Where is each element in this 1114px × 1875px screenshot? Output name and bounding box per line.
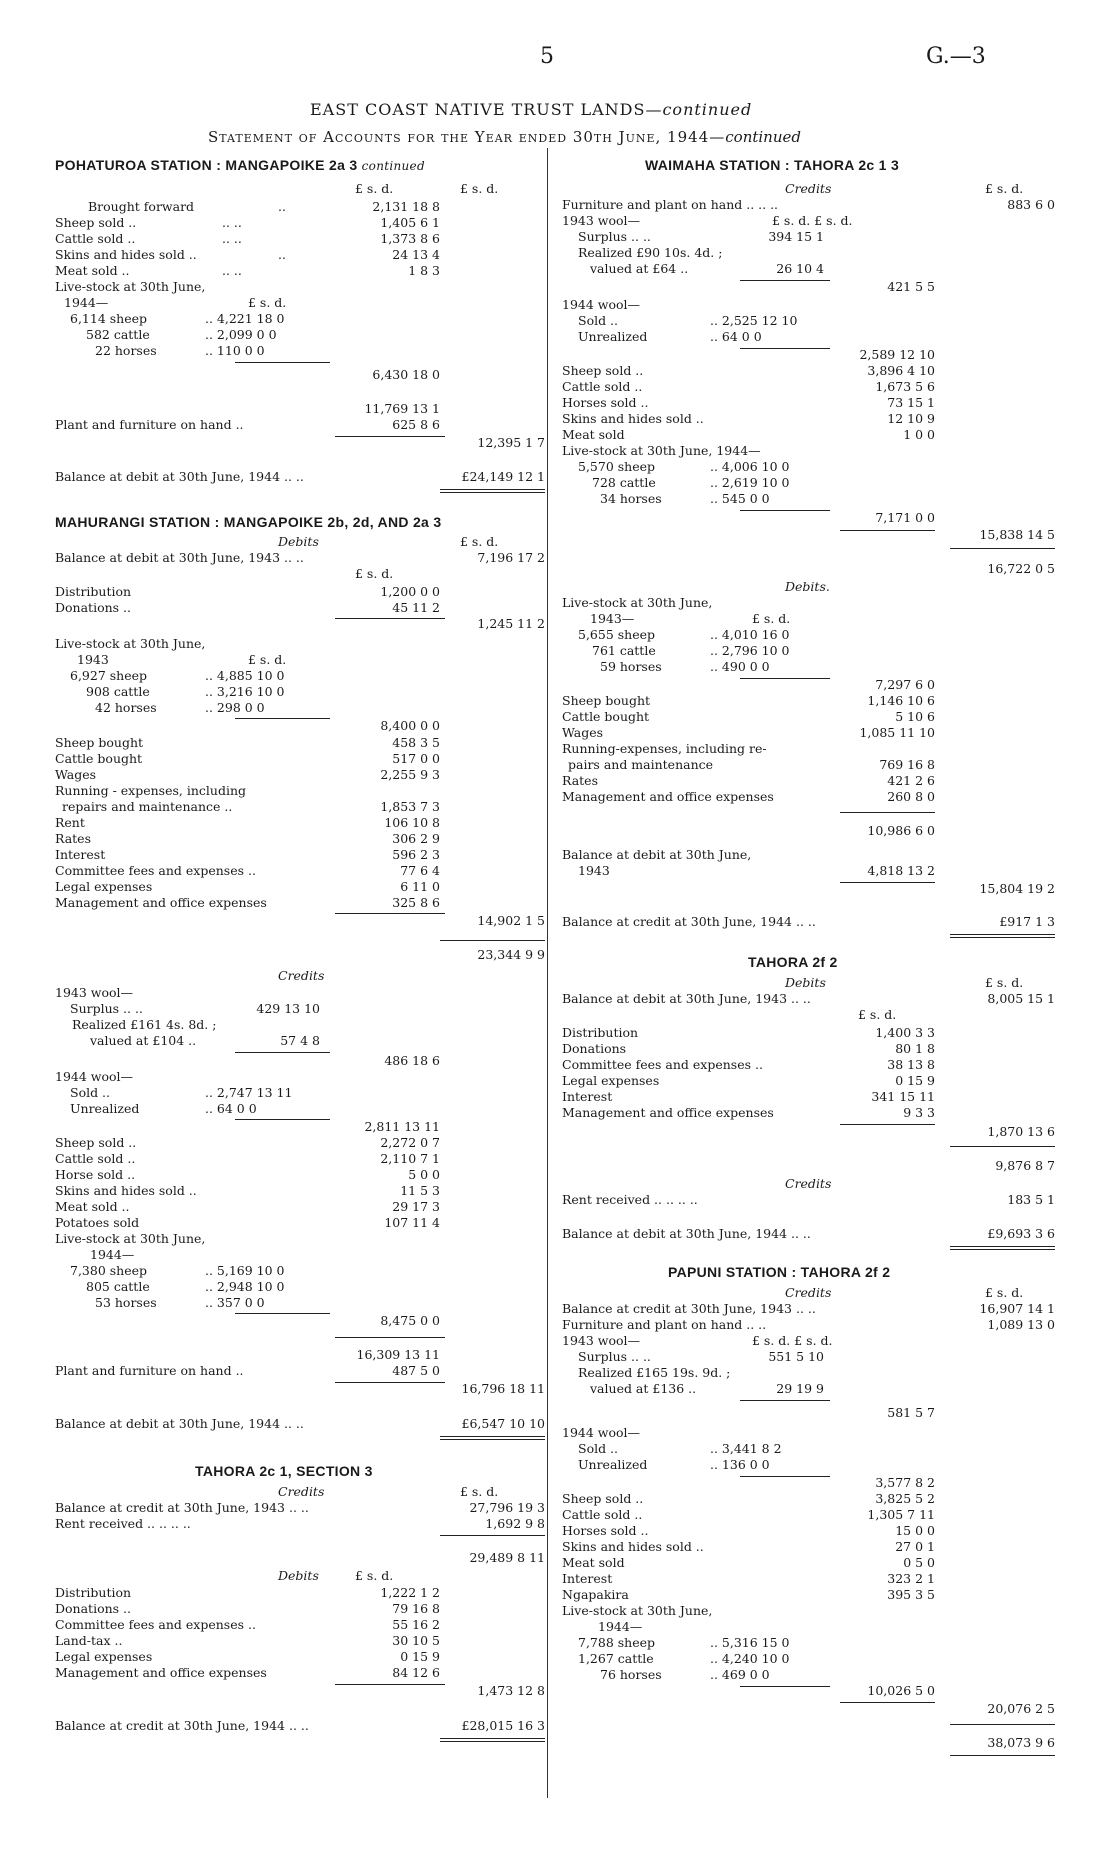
livestock-value: .. 357 0 0 [205, 1295, 265, 1310]
expense-value: 517 0 0 [392, 751, 440, 766]
expense-label: Rates [55, 831, 91, 846]
sale-value: 2,110 7 1 [380, 1151, 440, 1166]
debit-value: 0 15 9 [895, 1073, 935, 1088]
sold-label: Sold .. [578, 1441, 619, 1456]
expense-value: 421 2 6 [887, 773, 935, 788]
wool43-total: 486 18 6 [384, 1053, 440, 1068]
bal-label: Balance at debit at 30th June, 1943 .. .. [562, 991, 811, 1006]
tahora2c1-balance-label: Balance at credit at 30th June, 1944 .. .. [55, 1718, 309, 1733]
brought-forward-label: Brought forward [88, 199, 195, 214]
row-label: Skins and hides sold .. [55, 247, 197, 262]
sale-label: Horses sold .. [562, 395, 649, 410]
row-dots: .. .. [222, 231, 242, 246]
wool44-total: 2,811 13 11 [364, 1119, 440, 1134]
expense-value: 1,853 7 3 [380, 799, 440, 814]
sale-value: 29 17 3 [392, 1199, 440, 1214]
debit-label: Management and office expenses [562, 1105, 774, 1120]
expense-value: 6 11 0 [400, 879, 440, 894]
sale-value: 3,825 5 2 [875, 1491, 935, 1506]
livestock-value: .. 545 0 0 [710, 491, 770, 506]
sale-label: Ngapakira [562, 1587, 629, 1602]
dls-col-hdr: £ s. d. [752, 611, 791, 626]
debit-value: 79 16 8 [392, 1601, 440, 1616]
subtitle-main: Statement of Accounts for the Year ended 30th June, 1944— [208, 128, 726, 146]
plant-value: 487 5 0 [392, 1363, 440, 1378]
expense-value: 458 3 5 [392, 735, 440, 750]
sale-label: Meat sold [562, 427, 625, 442]
expense-total: 14,902 1 5 [477, 913, 545, 928]
pohaturoa-continued: continued [361, 159, 425, 173]
expense-label: Legal expenses [55, 879, 153, 894]
dd-total: 1,245 11 2 [477, 616, 545, 631]
livestock-year: 1944— [598, 1619, 643, 1634]
plant-label: Plant and furniture on hand .. [55, 417, 244, 432]
column-divider [547, 148, 548, 1798]
row-amount: 1,405 6 1 [380, 215, 440, 230]
dls-total: 7,297 6 0 [875, 677, 935, 692]
livestock44-year: 1944— [90, 1247, 135, 1262]
credits-label: Credits [785, 1176, 832, 1191]
sale-label: Cattle sold .. [562, 379, 643, 394]
row-dots: .. .. [222, 263, 242, 278]
balance-prev-label: Balance at debit at 30th June, 1943 .. .. [55, 550, 304, 565]
page-number: 5 [540, 44, 554, 69]
livestock-item: 7,788 sheep [578, 1635, 656, 1650]
row-dots: .. [278, 247, 286, 262]
livestock-item: 761 cattle [592, 643, 656, 658]
credits-label: Credits [278, 1484, 325, 1499]
sale-value: 5 0 0 [408, 1167, 440, 1182]
debit-label: Distribution [55, 1585, 132, 1600]
plant-label: Plant and furniture on hand .. [55, 1363, 244, 1378]
sale-value: 73 15 1 [887, 395, 935, 410]
sale-label: Cattle sold .. [562, 1507, 643, 1522]
debit-value: 38 13 8 [887, 1057, 935, 1072]
debit-label: Committee fees and expenses .. [55, 1617, 256, 1632]
debit-label: Distribution [562, 1025, 639, 1040]
debit-value: 30 10 5 [392, 1633, 440, 1648]
plant-value: 625 8 6 [392, 417, 440, 432]
distribution-label: Distribution [55, 584, 132, 599]
expense-label: pairs and maintenance [568, 757, 714, 772]
livestock-item: 22 horses [95, 343, 157, 358]
balance-prev-value: 7,196 17 2 [477, 550, 545, 565]
debit-value: 1,400 3 3 [875, 1025, 935, 1040]
expense-label: Wages [562, 725, 604, 740]
livestock-total: 6,430 18 0 [372, 367, 440, 382]
debit-label: Management and office expenses [55, 1665, 267, 1680]
sale-value: 1,673 5 6 [875, 379, 935, 394]
donations-label: Donations .. [55, 600, 131, 615]
expense-label: Wages [55, 767, 97, 782]
sale-label: Potatoes sold [55, 1215, 140, 1230]
expense-value: 306 2 9 [392, 831, 440, 846]
livestock-value: .. 4,885 10 0 [205, 668, 285, 683]
livestock-item: 6,114 sheep [70, 311, 148, 326]
livestock-total: 10,026 5 0 [867, 1683, 935, 1698]
livestock-item: 908 cattle [86, 684, 150, 699]
realized-label: Realized £165 19s. 9d. ; [578, 1365, 731, 1380]
expense-value: 325 8 6 [392, 895, 440, 910]
expense-value: 77 6 4 [400, 863, 440, 878]
sold-value: .. 3,441 8 2 [710, 1441, 782, 1456]
sale-value: 0 5 0 [903, 1555, 935, 1570]
sale-label: Meat sold .. [55, 1199, 130, 1214]
page-title-continued: continued [662, 100, 753, 119]
furniture-label: Furniture and plant on hand .. .. [562, 1317, 767, 1332]
livestock-value: .. 2,796 10 0 [710, 643, 790, 658]
expense-label: Running-expenses, including re- [562, 741, 767, 756]
valued-value: 57 4 8 [280, 1033, 320, 1048]
expense-value: 2,255 9 3 [380, 767, 440, 782]
row-label: Sheep sold .. [55, 215, 137, 230]
sale-value: 107 11 4 [384, 1215, 440, 1230]
livestock-value: .. 110 0 0 [205, 343, 265, 358]
expense-value: 5 10 6 [895, 709, 935, 724]
debit-value: 341 15 11 [871, 1089, 935, 1104]
bal-value: 16,907 14 1 [979, 1301, 1055, 1316]
sale-value: 2,272 0 7 [380, 1135, 440, 1150]
papuni-heading: PAPUNI STATION : TAHORA 2f 2 [668, 1264, 891, 1280]
wool43-total: 421 5 5 [887, 279, 935, 294]
mahurangi-grand: 23,344 9 9 [477, 947, 545, 962]
credit-total: 29,489 8 11 [469, 1550, 545, 1565]
debit-value: 84 12 6 [392, 1665, 440, 1680]
livestock-value: .. 5,169 10 0 [205, 1263, 285, 1278]
livestock-item: 53 horses [95, 1295, 157, 1310]
pohaturoa-col-hdr-2: £ s. d. [460, 181, 499, 196]
wool-col-hdr: £ s. d. £ s. d. [772, 213, 853, 228]
pohaturoa-balance-value: £24,149 12 1 [461, 469, 545, 484]
wool43-total: 581 5 7 [887, 1405, 935, 1420]
wool43-label: 1943 wool— [562, 1333, 641, 1348]
wool43-label: 1943 wool— [55, 985, 134, 1000]
credits-label: Credits [785, 1285, 832, 1300]
wool43-label: 1943 wool— [562, 213, 641, 228]
furniture-label: Furniture and plant on hand .. .. .. [562, 197, 779, 212]
rent-label: Rent received .. .. .. .. [562, 1192, 698, 1207]
surplus-value: 551 5 10 [768, 1349, 824, 1364]
bal43-label: Balance at debit at 30th June, [562, 847, 752, 862]
livestock-item: 5,570 sheep [578, 459, 656, 474]
dls-label: Live-stock at 30th June, [562, 595, 713, 610]
sale-label: Skins and hides sold .. [55, 1183, 197, 1198]
credit-total: 16,722 0 5 [987, 561, 1055, 576]
expense-label: Interest [55, 847, 106, 862]
surplus-label: Surplus .. .. [578, 229, 651, 244]
debit-label: Donations [562, 1041, 627, 1056]
donations-value: 45 11 2 [392, 600, 440, 615]
wool44-label: 1944 wool— [562, 1425, 641, 1440]
debits-label: Debits [278, 1568, 319, 1583]
unrealized-value: .. 64 0 0 [710, 329, 762, 344]
debit-value: 80 1 8 [895, 1041, 935, 1056]
sale-value: 395 3 5 [887, 1587, 935, 1602]
tahora2f2-heading: TAHORA 2f 2 [748, 954, 838, 970]
sold-label: Sold .. [70, 1085, 111, 1100]
mahurangi-balance-value: £6,547 10 10 [461, 1416, 545, 1431]
col-hdr: £ s. d. [985, 1285, 1024, 1300]
expense-label: Rates [562, 773, 598, 788]
sale-value: 27 0 1 [895, 1539, 935, 1554]
livestock-label: Live-stock at 30th June, 1944— [562, 443, 761, 458]
expense-label: Sheep bought [562, 693, 651, 708]
rent-value: 1,692 9 8 [485, 1516, 545, 1531]
realized-label: Realized £90 10s. 4d. ; [578, 245, 723, 260]
sale-label: Horse sold .. [55, 1167, 136, 1182]
debit-label: Legal expenses [55, 1649, 153, 1664]
bal-value: 27,796 19 3 [469, 1500, 545, 1515]
livestock-total: 7,171 0 0 [875, 510, 935, 525]
debits-label: Debits [278, 534, 319, 549]
livestock-year: 1943 [77, 652, 109, 667]
credit-sub: 15,838 14 5 [979, 527, 1055, 542]
expense-value: 596 2 3 [392, 847, 440, 862]
surplus-value: 429 13 10 [256, 1001, 320, 1016]
sale-value: 11 5 3 [400, 1183, 440, 1198]
surplus-label: Surplus .. .. [578, 1349, 651, 1364]
expense-label: Cattle bought [55, 751, 143, 766]
livestock-value: .. 3,216 10 0 [205, 684, 285, 699]
col-hdr: £ s. d. [460, 534, 499, 549]
livestock-label: Live-stock at 30th June, [55, 636, 206, 651]
expense-label: Cattle bought [562, 709, 650, 724]
waimaha-balance-value: £917 1 3 [999, 914, 1055, 929]
debit-value: 55 16 2 [392, 1617, 440, 1632]
exp-sub: 10,986 6 0 [867, 823, 935, 838]
col-hdr: £ s. d. [985, 975, 1024, 990]
tahora2c1-balance-value: £28,015 16 3 [461, 1718, 545, 1733]
wool44-label: 1944 wool— [562, 297, 641, 312]
livestock-value: .. 469 0 0 [710, 1667, 770, 1682]
col-hdr: £ s. d. [985, 181, 1024, 196]
expense-label: Running - expenses, including [55, 783, 247, 798]
livestock-item: 1,267 cattle [578, 1651, 654, 1666]
statement-subtitle [208, 128, 801, 146]
sale-label: Cattle sold .. [55, 1151, 136, 1166]
sale-label: Skins and hides sold .. [562, 1539, 704, 1554]
credits-label: Credits [278, 968, 325, 983]
sale-label: Meat sold [562, 1555, 625, 1570]
debit-label: Donations .. [55, 1601, 131, 1616]
bal-label: Balance at credit at 30th June, 1943 .. .. [562, 1301, 816, 1316]
sale-label: Skins and hides sold .. [562, 411, 704, 426]
debit-label: Land-tax .. [55, 1633, 123, 1648]
sale-label: Interest [562, 1571, 613, 1586]
bal43-year: 1943 [578, 863, 610, 878]
expense-label: Rent [55, 815, 85, 830]
mahurangi-total: 16,796 18 11 [461, 1381, 545, 1396]
livestock44-total: 8,475 0 0 [380, 1313, 440, 1328]
sale-label: Sheep sold .. [562, 363, 644, 378]
livestock-value: .. 2,619 10 0 [710, 475, 790, 490]
realized-label: Realized £161 4s. 8d. ; [72, 1017, 217, 1032]
livestock-value: .. 4,240 10 0 [710, 1651, 790, 1666]
row-dots: .. [278, 199, 286, 214]
unrealized-label: Unrealized [70, 1101, 140, 1116]
dls-year: 1943— [590, 611, 635, 626]
expense-value: 106 10 8 [384, 815, 440, 830]
expense-label: Committee fees and expenses .. [55, 863, 256, 878]
livestock-item: 76 horses [600, 1667, 662, 1682]
debit-label: Interest [562, 1089, 613, 1104]
waimaha-balance-label: Balance at credit at 30th June, 1944 .. .. [562, 914, 816, 929]
row-amount: 24 13 4 [392, 247, 440, 262]
credit-total: 38,073 9 6 [987, 1735, 1055, 1750]
livestock-item: 42 horses [95, 700, 157, 715]
row-amount: 2,131 18 8 [372, 199, 440, 214]
livestock-item: 59 horses [600, 659, 662, 674]
expense-label: Management and office expenses [562, 789, 774, 804]
col-hdr: £ s. d. [355, 1568, 394, 1583]
sale-value: 1,305 7 11 [867, 1507, 935, 1522]
debits-label: Debits. [785, 579, 830, 594]
livestock-value: .. 2,099 0 0 [205, 327, 277, 342]
mahurangi-sub: 16,309 13 11 [356, 1347, 440, 1362]
livestock-item: 805 cattle [86, 1279, 150, 1294]
tahora2f2-balance-value: £9,693 3 6 [987, 1226, 1055, 1241]
livestock-year: 1944— [64, 295, 109, 310]
row-amount: 1 8 3 [408, 263, 440, 278]
debits-label: Debits [785, 975, 826, 990]
livestock-value: .. 298 0 0 [205, 700, 265, 715]
expense-label: Management and office expenses [55, 895, 267, 910]
mahurangi-heading: MAHURANGI STATION : MANGAPOIKE 2b, 2d, AND 2a 3 [55, 514, 442, 530]
livestock-item: 728 cattle [592, 475, 656, 490]
debit-label: Legal expenses [562, 1073, 660, 1088]
tahora2c1-heading: TAHORA 2c 1, SECTION 3 [195, 1463, 373, 1479]
unrealized-value: .. 136 0 0 [710, 1457, 770, 1472]
debit-total: 15,804 19 2 [979, 881, 1055, 896]
livestock-value: .. 4,010 16 0 [710, 627, 790, 642]
sale-label: Horses sold .. [562, 1523, 649, 1538]
surplus-label: Surplus .. .. [70, 1001, 143, 1016]
debit-total: 1,473 12 8 [477, 1683, 545, 1698]
livestock-item: 582 cattle [86, 327, 150, 342]
pohaturoa-total: 12,395 1 7 [477, 435, 545, 450]
col-hdr: £ s. d. [355, 566, 394, 581]
wool44-label: 1944 wool— [55, 1069, 134, 1084]
livestock-value: .. 5,316 15 0 [710, 1635, 790, 1650]
tahora2f2-balance-label: Balance at debit at 30th June, 1944 .. .. [562, 1226, 811, 1241]
valued-label: valued at £64 .. [590, 261, 689, 276]
expense-value: 1,146 10 6 [867, 693, 935, 708]
unrealized-value: .. 64 0 0 [205, 1101, 257, 1116]
sale-label: Sheep sold .. [55, 1135, 137, 1150]
livestock-item: 5,655 sheep [578, 627, 656, 642]
debit-value: 0 15 9 [400, 1649, 440, 1664]
livestock-value: .. 4,006 10 0 [710, 459, 790, 474]
waimaha-heading: WAIMAHA STATION : TAHORA 2c 1 3 [645, 157, 900, 173]
pohaturoa-col-hdr-1: £ s. d. [355, 181, 394, 196]
debit-value: 9 3 3 [903, 1105, 935, 1120]
pohaturoa-balance-label: Balance at debit at 30th June, 1944 .. .. [55, 469, 304, 484]
sold-value: .. 2,525 12 10 [710, 313, 798, 328]
expense-label: repairs and maintenance .. [62, 799, 233, 814]
wool44-total: 2,589 12 10 [859, 347, 935, 362]
livestock-value: .. 490 0 0 [710, 659, 770, 674]
livestock-label: Live-stock at 30th June, [562, 1603, 713, 1618]
credit-sub: 20,076 2 5 [987, 1701, 1055, 1716]
col-hdr: £ s. d. [858, 1007, 897, 1022]
sold-value: .. 2,747 13 11 [205, 1085, 293, 1100]
expense-value: 1,085 11 10 [859, 725, 935, 740]
furniture-value: 883 6 0 [1007, 197, 1055, 212]
row-dots: .. .. [222, 215, 242, 230]
report-reference: G.—3 [926, 44, 986, 69]
valued-value: 26 10 4 [776, 261, 824, 276]
livestock-col-hdr: £ s. d. [248, 295, 287, 310]
sold-label: Sold .. [578, 313, 619, 328]
valued-value: 29 19 9 [776, 1381, 824, 1396]
livestock-value: .. 2,948 10 0 [205, 1279, 285, 1294]
sale-value: 15 0 0 [895, 1523, 935, 1538]
pohaturoa-heading-text: POHATUROA STATION : MANGAPOIKE 2a 3 [55, 157, 358, 173]
livestock-label: Live-stock at 30th June, [55, 279, 206, 294]
rent-value: 183 5 1 [1007, 1192, 1055, 1207]
unrealized-label: Unrealized [578, 1457, 648, 1472]
valued-label: valued at £104 .. [90, 1033, 197, 1048]
row-amount: 1,373 8 6 [380, 231, 440, 246]
debit-label: Committee fees and expenses .. [562, 1057, 763, 1072]
furniture-value: 1,089 13 0 [987, 1317, 1055, 1332]
livestock-item: 34 horses [600, 491, 662, 506]
sale-value: 12 10 9 [887, 411, 935, 426]
mahurangi-balance-label: Balance at debit at 30th June, 1944 .. .. [55, 1416, 304, 1431]
livestock-col-hdr: £ s. d. [248, 652, 287, 667]
row-label: Cattle sold .. [55, 231, 136, 246]
expense-value: 769 16 8 [879, 757, 935, 772]
sale-value: 323 2 1 [887, 1571, 935, 1586]
sale-value: 1 0 0 [903, 427, 935, 442]
bal-value: 8,005 15 1 [987, 991, 1055, 1006]
wool-col-hdr: £ s. d. £ s. d. [752, 1333, 833, 1348]
expense-value: 260 8 0 [887, 789, 935, 804]
livestock-value: .. 4,221 18 0 [205, 311, 285, 326]
livestock-total: 8,400 0 0 [380, 718, 440, 733]
page-title [310, 100, 752, 119]
bal-label: Balance at credit at 30th June, 1943 .. .. [55, 1500, 309, 1515]
valued-label: valued at £136 .. [590, 1381, 697, 1396]
tahora2f2-sum: 9,876 8 7 [995, 1158, 1055, 1173]
sale-label: Sheep sold .. [562, 1491, 644, 1506]
livestock-item: 7,380 sheep [70, 1263, 148, 1278]
col-hdr: £ s. d. [460, 1484, 499, 1499]
bal43-value: 4,818 13 2 [867, 863, 935, 878]
surplus-value: 394 15 1 [768, 229, 824, 244]
rent-label: Rent received .. .. .. .. [55, 1516, 191, 1531]
subtitle-continued: continued [725, 128, 801, 146]
credits-label: Credits [785, 181, 832, 196]
debit-value: 1,222 1 2 [380, 1585, 440, 1600]
distribution-value: 1,200 0 0 [380, 584, 440, 599]
page-title-main: EAST COAST NATIVE TRUST LANDS— [310, 100, 663, 119]
livestock-item: 6,927 sheep [70, 668, 148, 683]
wool44-total: 3,577 8 2 [875, 1475, 935, 1490]
sale-value: 3,896 4 10 [867, 363, 935, 378]
subtotal: 11,769 13 1 [364, 401, 440, 416]
expense-label: Sheep bought [55, 735, 144, 750]
row-label: Meat sold .. [55, 263, 130, 278]
livestock44-label: Live-stock at 30th June, [55, 1231, 206, 1246]
unrealized-label: Unrealized [578, 329, 648, 344]
pohaturoa-heading [55, 157, 425, 173]
debit-total: 1,870 13 6 [987, 1124, 1055, 1139]
